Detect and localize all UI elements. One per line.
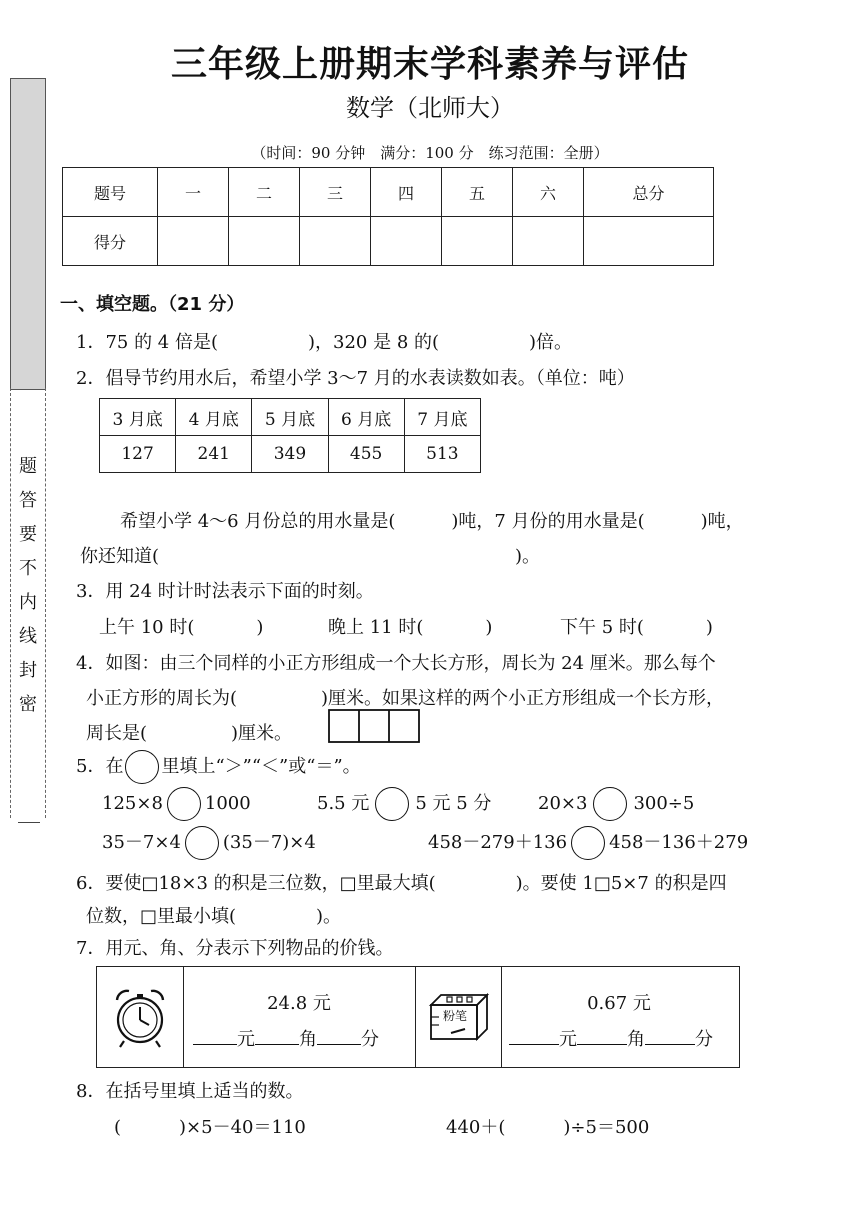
compare-item xyxy=(538,787,694,821)
compare-circle[interactable] xyxy=(375,787,409,821)
page-title: 三年级上册期末学科素养与评估 xyxy=(170,44,689,85)
seal-char: 题 xyxy=(19,456,37,477)
unit-jiao: 角 xyxy=(627,1029,645,1050)
compare-left: 458－279＋136 xyxy=(428,832,568,853)
q2-text-d: 你还知道( xyxy=(80,546,160,567)
compare-circle-sample xyxy=(125,750,159,784)
q6-text-b: )。要使 1□5×7 的积是四 xyxy=(515,873,727,894)
compare-right: 1000 xyxy=(204,793,251,814)
chalk-cell xyxy=(415,967,502,1067)
compare-circle[interactable] xyxy=(185,826,219,860)
question-1 xyxy=(76,328,572,354)
score-cell: 六 xyxy=(513,168,584,217)
score-table xyxy=(62,167,714,266)
compare-item xyxy=(102,787,251,821)
question-3-item-1 xyxy=(99,613,263,639)
eq1-open: ( xyxy=(114,1117,122,1138)
q3-label-1: 上午 10 时( xyxy=(99,617,195,638)
compare-right: 300÷5 xyxy=(633,793,695,814)
fen-blank[interactable] xyxy=(317,1026,361,1045)
compare-left: 5.5 元 xyxy=(317,793,370,814)
unit-yuan: 元 xyxy=(237,1029,255,1050)
seal-char: 不 xyxy=(19,558,37,579)
q3-label-2: 晚上 11 时( xyxy=(328,617,424,638)
question-8-text: 8．在括号里填上适当的数。 xyxy=(76,1081,304,1102)
water-header-cell: 5 月底 xyxy=(252,399,328,436)
compare-item xyxy=(102,826,316,860)
section-heading: 一、填空题。（21 分） xyxy=(60,294,245,315)
q4-text-d: )厘米。 xyxy=(231,723,293,744)
chalk-label: 粉笔 xyxy=(443,1009,468,1023)
water-header-cell: 7 月底 xyxy=(404,399,480,436)
q6-text-c: 位数，□里最小填( xyxy=(86,906,237,927)
q6-text-a: 6．要使□18×3 的积是三位数，□里最大填( xyxy=(76,873,436,894)
water-value-row xyxy=(100,436,481,473)
compare-circle[interactable] xyxy=(593,787,627,821)
water-header-cell: 4 月底 xyxy=(176,399,252,436)
eq1-rest: )×5－40＝110 xyxy=(179,1117,306,1138)
seal-char: 内 xyxy=(19,592,37,613)
three-squares-figure xyxy=(328,709,420,747)
binding-strip xyxy=(10,78,46,390)
q2-text-b: )吨，7 月份的用水量是( xyxy=(451,511,645,532)
unit-yuan: 元 xyxy=(559,1029,577,1050)
seal-char: 答 xyxy=(19,490,37,511)
q4-text-c: 周长是( xyxy=(86,723,148,744)
question-7-text: 7．用元、角、分表示下列物品的价钱。 xyxy=(76,938,394,959)
q1-text-c: )倍。 xyxy=(529,332,573,353)
water-value-cell: 513 xyxy=(404,436,480,473)
q2-text-e: )。 xyxy=(515,546,541,567)
exam-info: （时间：90 分钟 满分：100 分 练习范围：全册） xyxy=(251,144,609,162)
price-answer-row xyxy=(509,1025,713,1051)
q3-close-2: ) xyxy=(485,617,493,638)
water-header-cell: 3 月底 xyxy=(100,399,176,436)
water-header-cell: 6 月底 xyxy=(328,399,404,436)
score-cell: 四 xyxy=(371,168,442,217)
q3-label-3: 下午 5 时( xyxy=(560,617,644,638)
question-2-line2 xyxy=(80,542,540,568)
question-2-text: 2．倡导节约用水后，希望小学 3～7 月的水表读数如表。（单位：吨） xyxy=(76,368,635,389)
compare-item xyxy=(317,787,491,821)
chalk-box-icon xyxy=(427,991,491,1043)
q4-text-b: )厘米。如果这样的两个小正方形组成一个长方形， xyxy=(321,688,725,709)
water-header-row xyxy=(100,399,481,436)
unit-jiao: 角 xyxy=(299,1029,317,1050)
score-input[interactable] xyxy=(229,217,300,266)
q3-close-3: ) xyxy=(705,617,713,638)
page-subtitle: 数学（北师大） xyxy=(346,94,514,122)
q6-text-d: )。 xyxy=(316,906,342,927)
question-3-item-3 xyxy=(560,613,713,639)
fen-blank[interactable] xyxy=(645,1026,695,1045)
water-value-cell: 127 xyxy=(100,436,176,473)
equation-2 xyxy=(446,1113,649,1139)
score-cell: 五 xyxy=(442,168,513,217)
score-cell: 一 xyxy=(158,168,229,217)
seal-char: 密 xyxy=(19,694,37,715)
q2-text-c: )吨， xyxy=(700,511,744,532)
water-value-cell: 241 xyxy=(176,436,252,473)
q1-text-a: 1．75 的 4 倍是( xyxy=(76,332,218,353)
seal-char: 封 xyxy=(19,660,37,681)
q1-text-b: )，320 是 8 的( xyxy=(308,332,440,353)
yuan-blank[interactable] xyxy=(509,1026,559,1045)
score-input[interactable] xyxy=(584,217,714,266)
q5-text-a: 5．在 xyxy=(76,756,124,777)
seal-text xyxy=(16,450,40,722)
price-table xyxy=(96,966,740,1068)
q4-text-a: 小正方形的周长为( xyxy=(86,688,238,709)
question-2-line1 xyxy=(120,507,744,533)
score-input[interactable] xyxy=(158,217,229,266)
price-cell-2 xyxy=(501,967,737,1067)
clock-cell xyxy=(97,967,184,1067)
compare-left: 20×3 xyxy=(538,793,588,814)
score-cell: 总分 xyxy=(584,168,714,217)
compare-right: 458－136＋279 xyxy=(609,832,749,853)
yuan-blank[interactable] xyxy=(193,1026,237,1045)
question-6-line1 xyxy=(76,869,727,895)
water-value-cell: 349 xyxy=(252,436,328,473)
eq2-rest: )÷5＝500 xyxy=(563,1117,650,1138)
compare-right: (35－7)×4 xyxy=(222,832,316,853)
score-input[interactable] xyxy=(300,217,371,266)
score-input[interactable] xyxy=(371,217,442,266)
question-4-line2 xyxy=(86,684,724,710)
price-value: 24.8 元 xyxy=(267,993,331,1014)
jiao-blank[interactable] xyxy=(577,1026,627,1045)
water-meter-table xyxy=(99,398,481,473)
compare-circle[interactable] xyxy=(571,826,605,860)
water-value-cell: 455 xyxy=(328,436,404,473)
score-cell: 二 xyxy=(229,168,300,217)
eq2-open: 440＋( xyxy=(446,1117,506,1138)
score-input[interactable] xyxy=(513,217,584,266)
score-cell: 题号 xyxy=(63,168,158,217)
compare-right: 5 元 5 分 xyxy=(415,793,492,814)
unit-fen: 分 xyxy=(361,1029,379,1050)
question-4-line1: 4．如图：由三个同样的小正方形组成一个大长方形，周长为 24 厘米。那么每个 xyxy=(76,653,716,674)
compare-circle[interactable] xyxy=(167,787,201,821)
question-5-text xyxy=(76,750,361,784)
q3-close-1: ) xyxy=(256,617,264,638)
q5-text-b: 里填上“＞”“＜”或“＝”。 xyxy=(161,756,361,777)
jiao-blank[interactable] xyxy=(255,1026,299,1045)
compare-left: 35－7×4 xyxy=(102,832,181,853)
seal-char: 线 xyxy=(19,626,37,647)
question-3-text: 3．用 24 时计时法表示下面的时刻。 xyxy=(76,581,374,602)
score-cell: 三 xyxy=(300,168,371,217)
unit-fen: 分 xyxy=(695,1029,713,1050)
question-4-line3 xyxy=(86,719,292,745)
score-cell: 得分 xyxy=(63,217,158,266)
question-6-line2 xyxy=(86,902,341,928)
alarm-clock-icon xyxy=(109,985,171,1049)
score-value-row xyxy=(63,217,714,266)
score-header-row xyxy=(63,168,714,217)
price-answer-row xyxy=(193,1025,379,1051)
seal-char: 要 xyxy=(19,524,37,545)
q2-text-a: 希望小学 4～6 月份总的用水量是( xyxy=(120,511,396,532)
compare-left: 125×8 xyxy=(102,793,163,814)
price-value: 0.67 元 xyxy=(587,993,651,1014)
price-cell-1 xyxy=(183,967,416,1067)
compare-item xyxy=(428,826,748,860)
question-3-item-2 xyxy=(328,613,492,639)
score-input[interactable] xyxy=(442,217,513,266)
binding-end-mark xyxy=(18,822,40,823)
equation-1 xyxy=(114,1113,306,1139)
